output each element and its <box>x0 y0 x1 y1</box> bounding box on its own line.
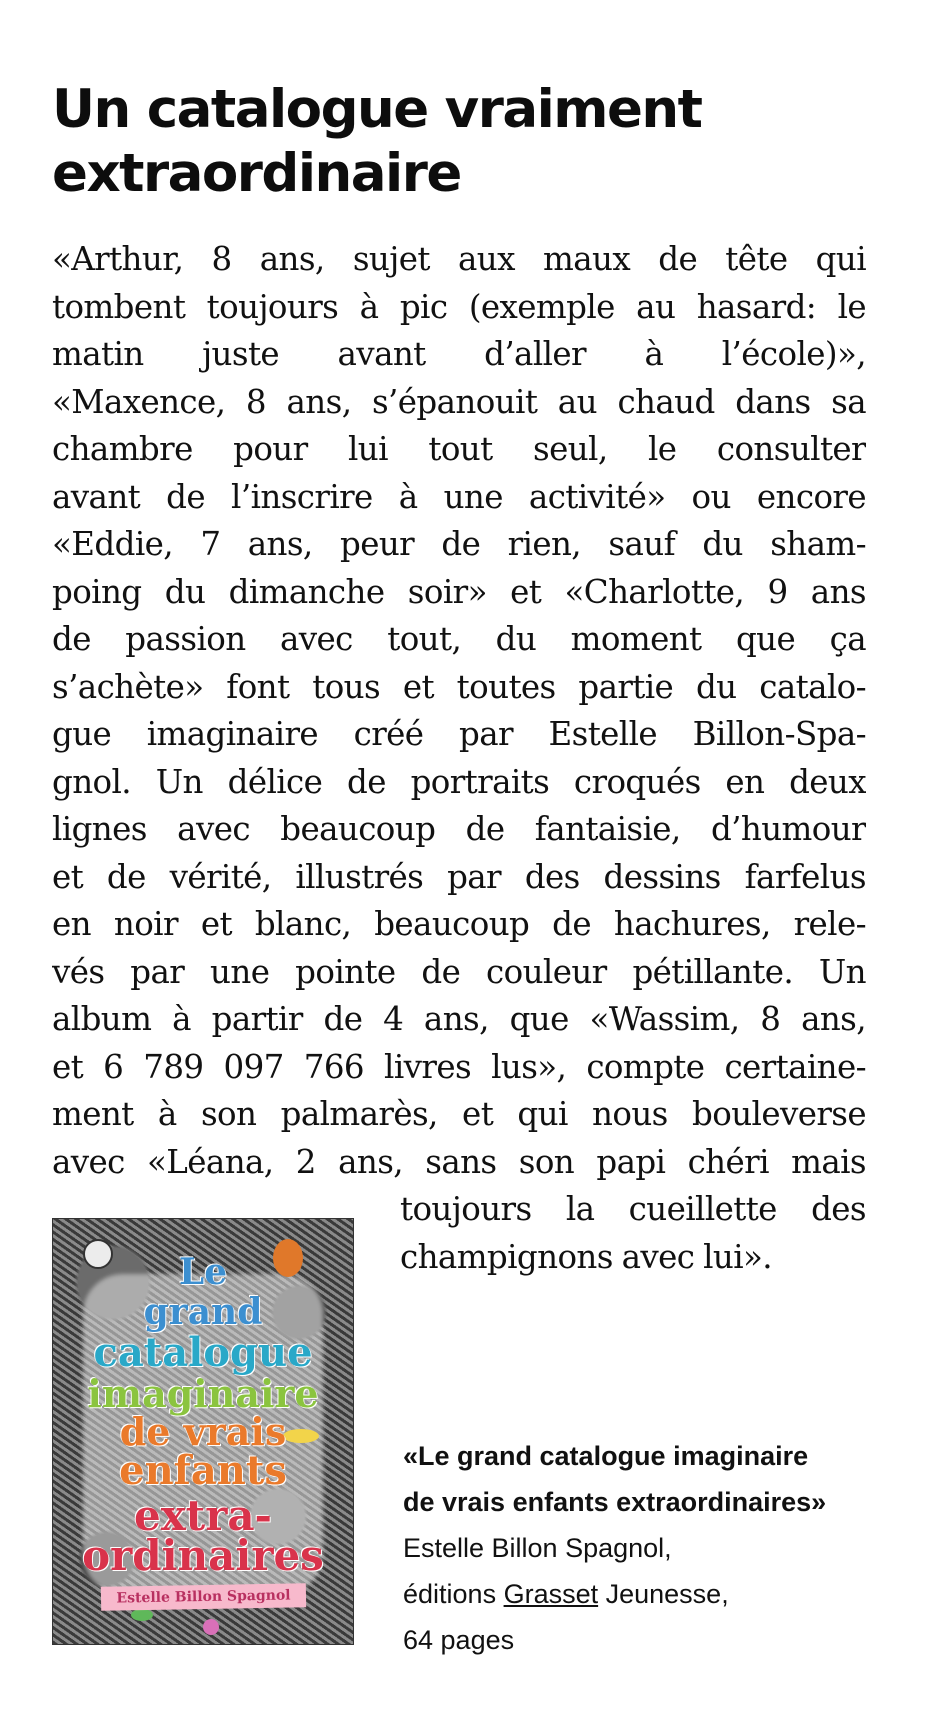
headline-line-2: extraordinaire <box>52 143 461 204</box>
cover-title-line: ordinaires <box>82 1531 324 1580</box>
body-line: gue imaginaire créé par Estelle Billon-Spa- <box>52 715 866 753</box>
caption-pages: 64 pages <box>403 1625 515 1655</box>
caption-book-title: de vrais enfants extraordinaires» <box>403 1487 827 1517</box>
body-line: poing du dimanche soir» et «Charlotte, 9 ans <box>52 572 866 611</box>
cover-author-banner: Estelle Billon Spagnol <box>101 1583 306 1611</box>
body-line: s’achète» font tous et toutes partie du catalo- <box>52 667 866 706</box>
body-line: vés par une pointe de couleur pétillante. Un <box>52 952 866 991</box>
body-line: matin juste avant d’aller à l’école)», <box>52 335 866 373</box>
cover-title-line: grand <box>143 1291 263 1333</box>
publisher-suffix: Jeunesse, <box>598 1579 729 1609</box>
body-line: avec «Léana, 2 ans, sans son papi chéri mais <box>52 1142 866 1181</box>
cover-title-line: de vrais <box>119 1409 287 1454</box>
cover-title-line: catalogue <box>93 1329 313 1376</box>
publisher-link[interactable]: Grasset <box>503 1579 599 1609</box>
body-line: avant de l’inscrire à une activité» ou encore <box>52 477 866 516</box>
caption-author: Estelle Billon Spagnol, <box>403 1533 672 1563</box>
cover-title-line: enfants <box>119 1447 287 1494</box>
body-line: en noir et blanc, beaucoup de hachures, rele- <box>52 905 866 943</box>
body-line: «Eddie, 7 ans, peur de rien, sauf du sham- <box>52 525 866 563</box>
cover-title-line: imaginaire <box>87 1371 319 1416</box>
flower-illustration <box>203 1619 219 1635</box>
caption-publisher <box>403 1571 883 1617</box>
body-line: champignons avec lui». <box>400 1237 773 1276</box>
body-line: album à partir de 4 ans, que «Wassim, 8 ans, <box>52 1000 866 1038</box>
body-line: toujours la cueillette des <box>400 1190 866 1228</box>
body-line: tombent toujours à pic (exemple au hasard: le <box>52 287 866 326</box>
article-body <box>52 236 866 1281</box>
cover-title-line: Le <box>178 1251 228 1293</box>
body-line: de passion avec tout, du moment que ça <box>52 620 866 658</box>
book-cover-image <box>52 1218 354 1645</box>
cover-title-line: extra- <box>134 1491 272 1540</box>
publisher-prefix: éditions <box>403 1579 504 1609</box>
body-line: «Maxence, 8 ans, s’épanouit au chaud dans sa <box>52 382 866 421</box>
body-line: et de vérité, illustrés par des dessins farfelus <box>52 857 866 896</box>
body-line: gnol. Un délice de portraits croqués en deux <box>52 762 866 801</box>
article-headline <box>52 78 872 206</box>
body-line: ment à son palmarès, et qui nous bouleverse <box>52 1095 866 1133</box>
body-line: lignes avec beaucoup de fantaisie, d’humour <box>52 810 866 848</box>
body-line: et 6 789 097 766 livres lus», compte certaine- <box>52 1047 866 1086</box>
caption-book-title: «Le grand catalogue imaginaire <box>403 1441 809 1471</box>
body-line: chambre pour lui tout seul, le consulter <box>52 430 866 468</box>
leaf-illustration <box>131 1609 153 1621</box>
headline-line-1: Un catalogue vraiment <box>52 79 702 140</box>
book-caption <box>403 1433 883 1663</box>
body-line: «Arthur, 8 ans, sujet aux maux de tête qui <box>52 240 866 278</box>
